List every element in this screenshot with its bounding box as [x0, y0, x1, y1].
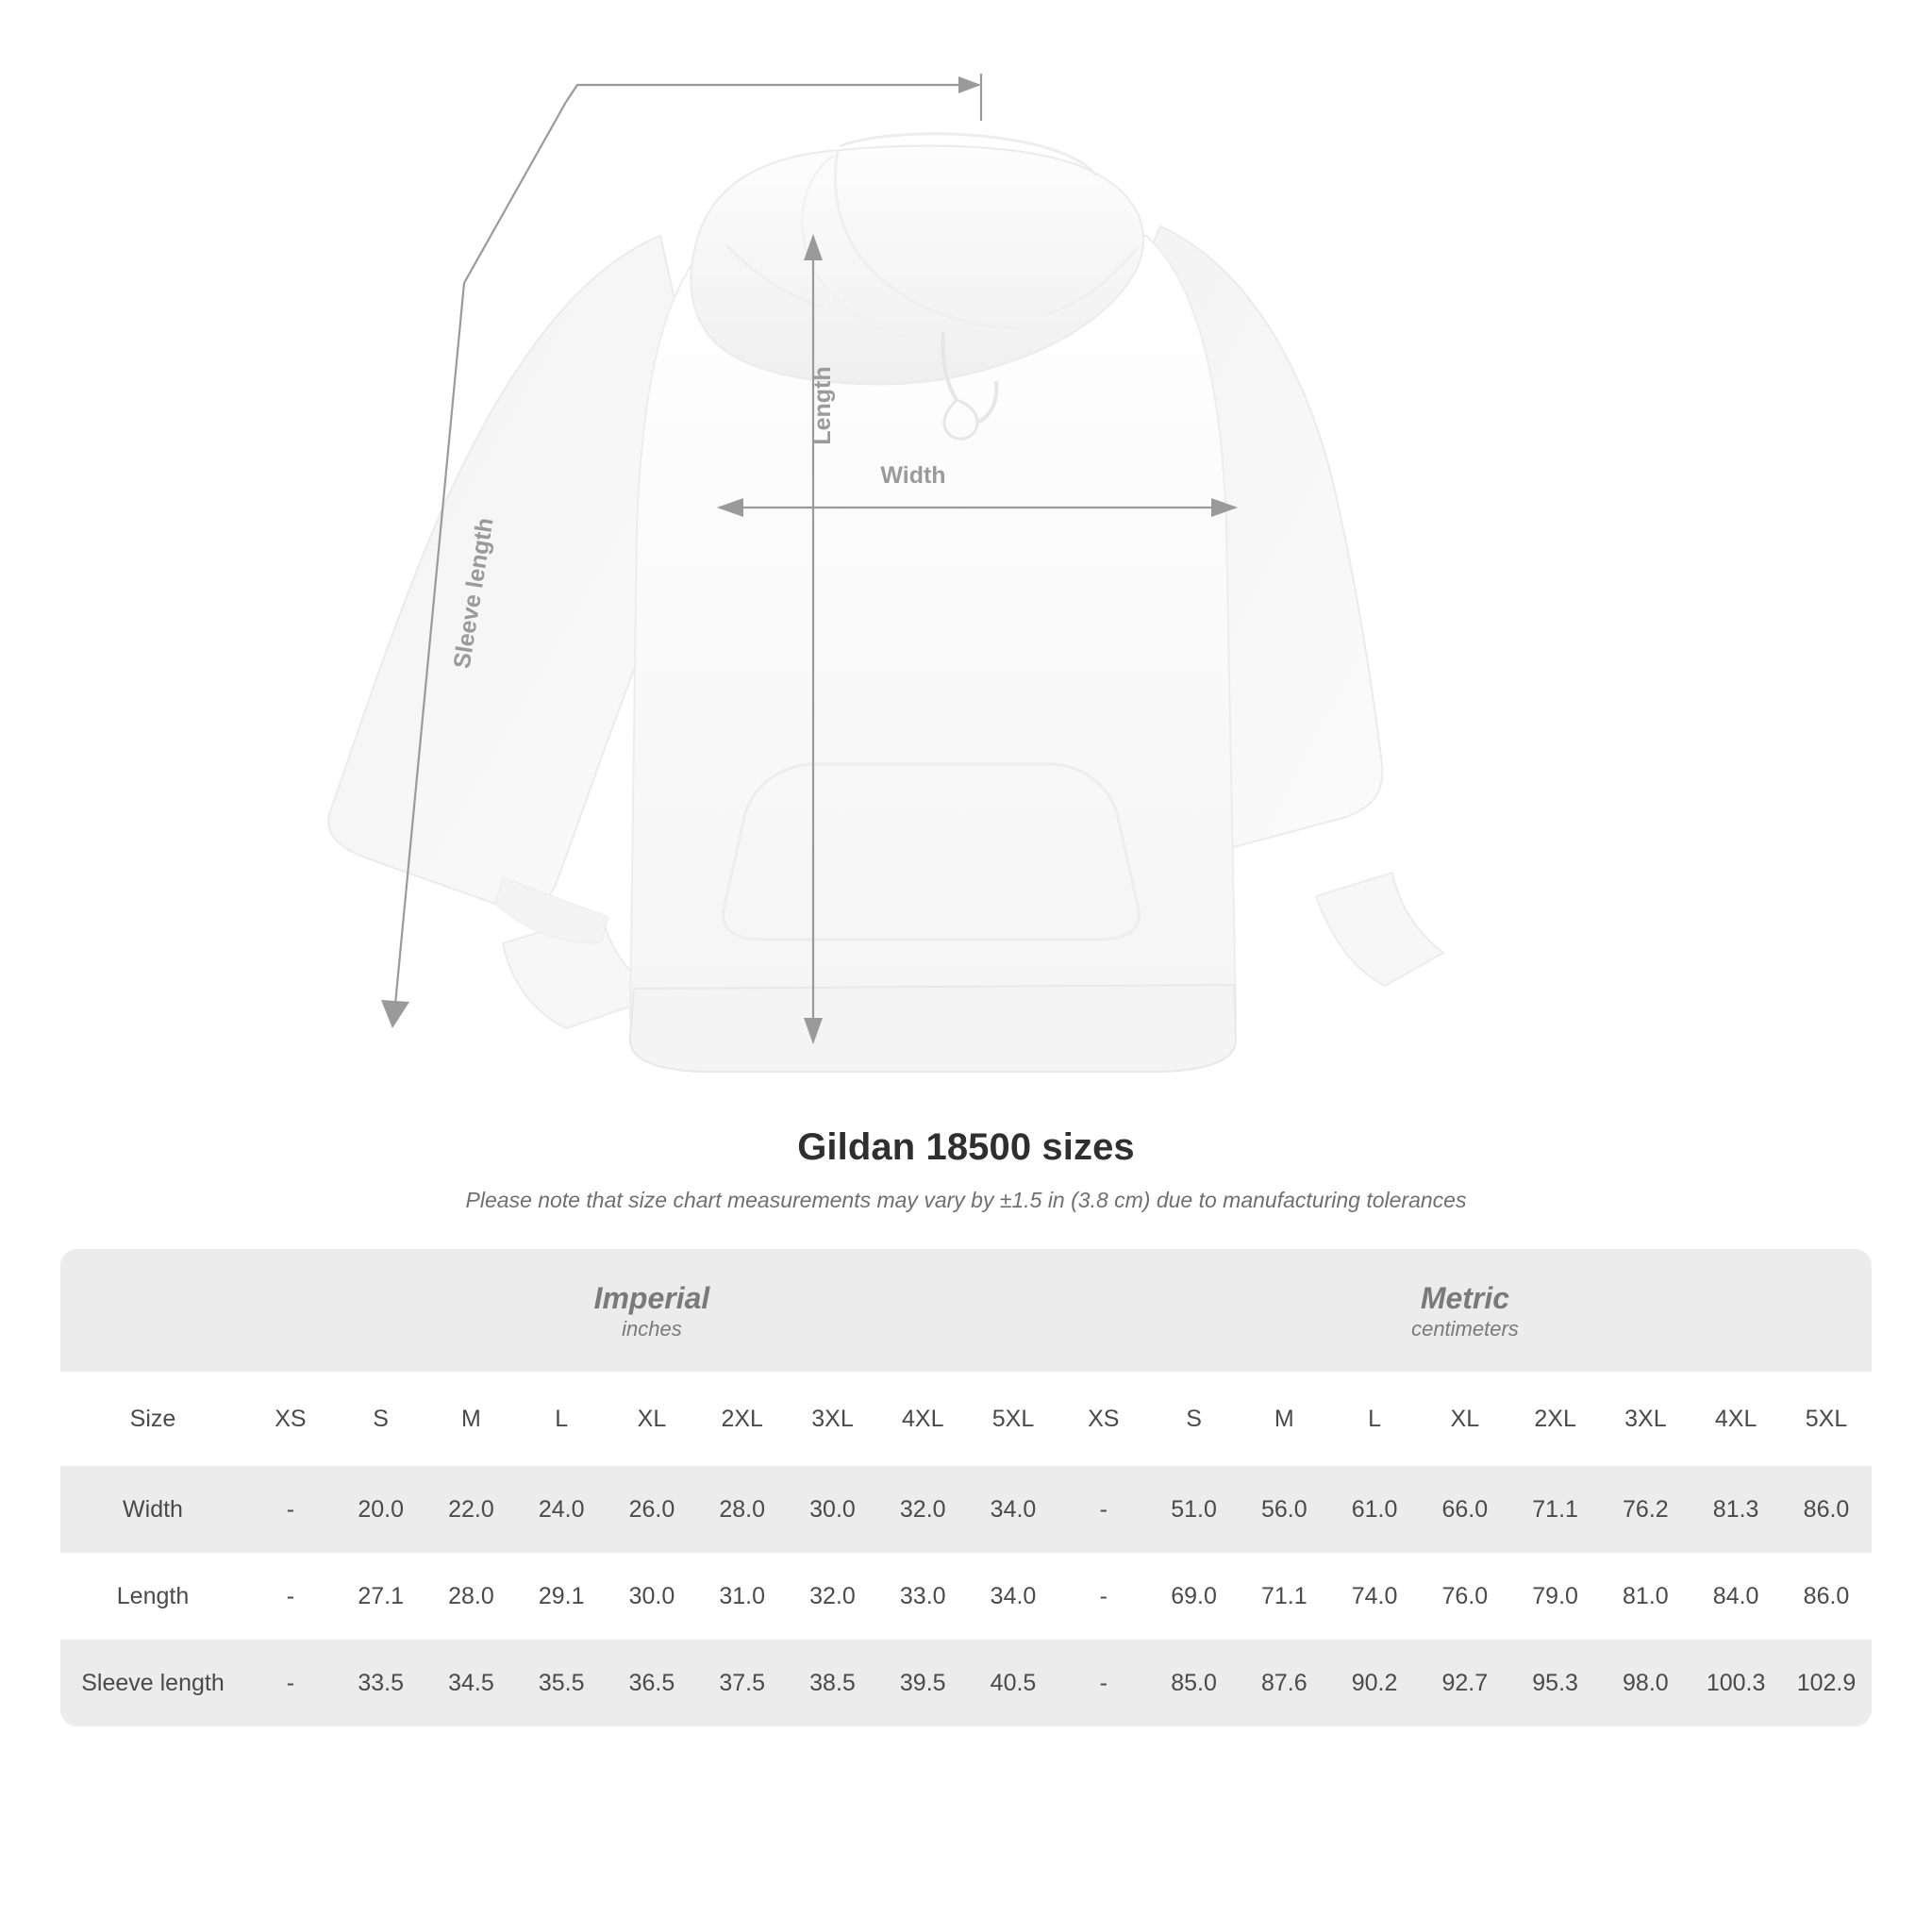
- size-header-metric-3xl: 3XL: [1600, 1372, 1690, 1466]
- size-header-label: Size: [60, 1372, 245, 1466]
- size-header-imperial-2xl: 2XL: [697, 1372, 788, 1466]
- cell-length-imperial-l: 29.1: [516, 1553, 607, 1640]
- cell-sleeve-metric-4xl: 100.3: [1690, 1640, 1781, 1726]
- tolerance-note: Please note that size chart measurements may vary by ±1.5 in (3.8 cm) due to manufacturing tolerances: [465, 1188, 1467, 1212]
- chart-heading: [0, 1126, 1932, 1213]
- cell-length-imperial-m: 28.0: [426, 1553, 517, 1640]
- size-header-imperial-l: L: [516, 1372, 607, 1466]
- cell-width-imperial-s: 20.0: [336, 1466, 426, 1553]
- cell-sleeve-metric-s: 85.0: [1149, 1640, 1240, 1726]
- size-header-row: [60, 1372, 1872, 1466]
- row-label-sleeve-length: Sleeve length: [60, 1640, 245, 1726]
- unit-metric-sub: centimeters: [1411, 1317, 1519, 1341]
- size-header-metric-xs: XS: [1058, 1372, 1149, 1466]
- cell-length-imperial-xl: 30.0: [607, 1553, 697, 1640]
- cell-width-imperial-5xl: 34.0: [968, 1466, 1058, 1553]
- cell-width-metric-2xl: 71.1: [1510, 1466, 1601, 1553]
- cell-length-imperial-4xl: 33.0: [877, 1553, 968, 1640]
- cell-sleeve-metric-3xl: 98.0: [1600, 1640, 1690, 1726]
- cell-length-imperial-xs: -: [245, 1553, 336, 1640]
- cell-width-imperial-xl: 26.0: [607, 1466, 697, 1553]
- cell-sleeve-imperial-xs: -: [245, 1640, 336, 1726]
- cell-length-imperial-2xl: 31.0: [697, 1553, 788, 1640]
- cell-width-metric-xs: -: [1058, 1466, 1149, 1553]
- unit-header-imperial: [245, 1249, 1058, 1372]
- unit-header-blank: [60, 1249, 245, 1372]
- cell-sleeve-imperial-2xl: 37.5: [697, 1640, 788, 1726]
- cell-sleeve-metric-xs: -: [1058, 1640, 1149, 1726]
- row-label-width: Width: [60, 1466, 245, 1553]
- label-sleeve-length: Sleeve length: [448, 515, 499, 671]
- cell-width-metric-l: 61.0: [1329, 1466, 1420, 1553]
- size-header-imperial-xs: XS: [245, 1372, 336, 1466]
- unit-imperial-sub: inches: [622, 1317, 682, 1341]
- cell-length-metric-xl: 76.0: [1420, 1553, 1510, 1640]
- size-header-metric-l: L: [1329, 1372, 1420, 1466]
- cell-length-metric-2xl: 79.0: [1510, 1553, 1601, 1640]
- cell-sleeve-imperial-m: 34.5: [426, 1640, 517, 1726]
- size-header-metric-xl: XL: [1420, 1372, 1510, 1466]
- cell-width-imperial-3xl: 30.0: [788, 1466, 878, 1553]
- size-header-imperial-xl: XL: [607, 1372, 697, 1466]
- size-header-metric-s: S: [1149, 1372, 1240, 1466]
- cell-length-imperial-3xl: 32.0: [788, 1553, 878, 1640]
- table-row: [60, 1466, 1872, 1553]
- cell-length-metric-xs: -: [1058, 1553, 1149, 1640]
- cell-sleeve-imperial-l: 35.5: [516, 1640, 607, 1726]
- cell-length-metric-m: 71.1: [1239, 1553, 1329, 1640]
- unit-metric-name: Metric: [1420, 1281, 1510, 1315]
- label-width: Width: [880, 462, 946, 489]
- size-header-imperial-m: M: [426, 1372, 517, 1466]
- label-length: Length: [809, 366, 836, 445]
- cell-sleeve-imperial-3xl: 38.5: [788, 1640, 878, 1726]
- cell-width-imperial-m: 22.0: [426, 1466, 517, 1553]
- cell-length-metric-s: 69.0: [1149, 1553, 1240, 1640]
- size-header-imperial-s: S: [336, 1372, 426, 1466]
- size-header-imperial-3xl: 3XL: [788, 1372, 878, 1466]
- cell-length-metric-l: 74.0: [1329, 1553, 1420, 1640]
- cell-width-imperial-l: 24.0: [516, 1466, 607, 1553]
- size-header-metric-m: M: [1239, 1372, 1329, 1466]
- cell-width-metric-4xl: 81.3: [1690, 1466, 1781, 1553]
- cell-sleeve-metric-5xl: 102.9: [1781, 1640, 1872, 1726]
- cell-width-metric-xl: 66.0: [1420, 1466, 1510, 1553]
- cell-sleeve-metric-l: 90.2: [1329, 1640, 1420, 1726]
- size-table: [60, 1249, 1872, 1726]
- cell-sleeve-imperial-4xl: 39.5: [877, 1640, 968, 1726]
- cell-length-imperial-5xl: 34.0: [968, 1553, 1058, 1640]
- unit-header-row: [60, 1249, 1872, 1372]
- cell-length-metric-3xl: 81.0: [1600, 1553, 1690, 1640]
- cell-sleeve-metric-m: 87.6: [1239, 1640, 1329, 1726]
- cell-sleeve-metric-xl: 92.7: [1420, 1640, 1510, 1726]
- size-header-imperial-4xl: 4XL: [877, 1372, 968, 1466]
- unit-header-metric: [1058, 1249, 1872, 1372]
- cell-sleeve-metric-2xl: 95.3: [1510, 1640, 1601, 1726]
- cell-length-metric-5xl: 86.0: [1781, 1553, 1872, 1640]
- size-header-metric-4xl: 4XL: [1690, 1372, 1781, 1466]
- cell-width-metric-3xl: 76.2: [1600, 1466, 1690, 1553]
- unit-imperial-name: Imperial: [593, 1281, 710, 1315]
- size-header-metric-2xl: 2XL: [1510, 1372, 1601, 1466]
- table-row: [60, 1640, 1872, 1726]
- cell-sleeve-imperial-xl: 36.5: [607, 1640, 697, 1726]
- cell-length-metric-4xl: 84.0: [1690, 1553, 1781, 1640]
- cell-sleeve-imperial-5xl: 40.5: [968, 1640, 1058, 1726]
- cell-width-metric-s: 51.0: [1149, 1466, 1240, 1553]
- cell-width-imperial-2xl: 28.0: [697, 1466, 788, 1553]
- cell-sleeve-imperial-s: 33.5: [336, 1640, 426, 1726]
- cell-length-imperial-s: 27.1: [336, 1553, 426, 1640]
- size-header-metric-5xl: 5XL: [1781, 1372, 1872, 1466]
- page-title: Gildan 18500 sizes: [797, 1126, 1135, 1168]
- row-label-length: Length: [60, 1553, 245, 1640]
- cell-width-metric-5xl: 86.0: [1781, 1466, 1872, 1553]
- size-table-container: [60, 1249, 1872, 1726]
- size-header-imperial-5xl: 5XL: [968, 1372, 1058, 1466]
- cell-width-imperial-xs: -: [245, 1466, 336, 1553]
- cell-width-metric-m: 56.0: [1239, 1466, 1329, 1553]
- cell-width-imperial-4xl: 32.0: [877, 1466, 968, 1553]
- table-row: [60, 1553, 1872, 1640]
